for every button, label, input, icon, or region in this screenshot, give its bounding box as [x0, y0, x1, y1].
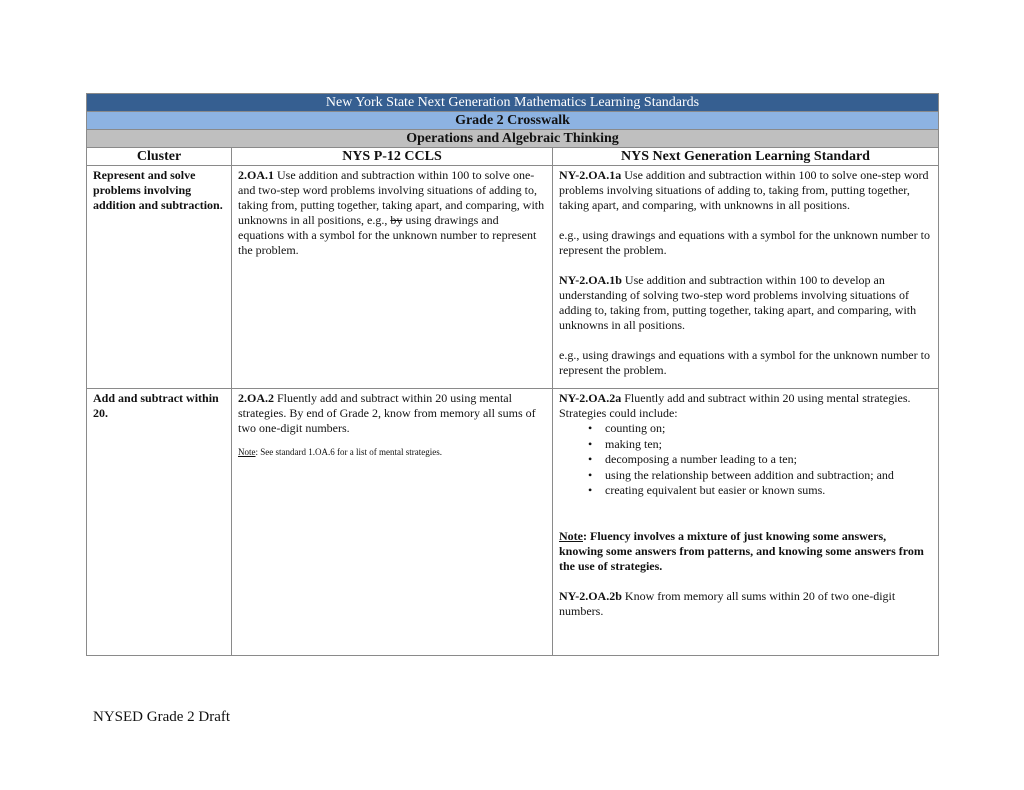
example-text: e.g., using drawings and equations with a symbol for the unknown number to represent the problem. — [559, 348, 930, 377]
strategy-text: making ten; — [605, 436, 662, 451]
note-paragraph — [238, 446, 546, 458]
example-text: e.g., using drawings and equations with a symbol for the unknown number to represent the problem. — [559, 228, 930, 257]
struck-text: by — [390, 213, 403, 227]
note-text: : See standard 1.OA.6 for a list of mental strategies. — [255, 447, 442, 457]
standard-paragraph — [559, 168, 932, 213]
nextgen-cell — [553, 389, 939, 656]
bullet-icon: • — [588, 483, 593, 497]
document-subtitle: Grade 2 Crosswalk — [87, 112, 939, 130]
standard-code: NY-2.OA.2a — [559, 391, 622, 405]
bullet-icon: • — [588, 452, 593, 466]
list-item — [588, 452, 932, 468]
column-header-cluster: Cluster — [87, 148, 232, 166]
nextgen-standards — [553, 166, 938, 384]
crosswalk-table — [86, 93, 939, 656]
strategy-text: using the relationship between addition and subtraction; and — [605, 467, 894, 482]
standard-paragraph — [238, 391, 546, 436]
ccls-standard — [232, 389, 552, 464]
example-paragraph — [559, 348, 932, 378]
standard-paragraph — [559, 273, 932, 333]
ccls-standard — [232, 166, 552, 264]
strategy-text: decomposing a number leading to a ten; — [605, 452, 797, 466]
bullet-icon: • — [588, 436, 593, 451]
ccls-cell — [232, 389, 553, 656]
column-header-row — [87, 148, 939, 166]
note-text: : Fluency involves a mixture of just knowing some answers, knowing some answers from patterns, and knowing some answers from the use of strategies. — [559, 528, 924, 573]
fluency-note — [559, 529, 932, 574]
nextgen-cell — [553, 166, 939, 389]
strategy-text: counting on; — [605, 421, 666, 435]
table-row — [87, 166, 939, 389]
standards-document — [86, 93, 938, 656]
note-label: Note — [559, 528, 583, 543]
subtitle-row — [87, 112, 939, 130]
cluster-cell — [87, 389, 232, 656]
page-footer: NYSED Grade 2 Draft — [93, 709, 231, 725]
note-label: Note — [238, 447, 256, 457]
list-item — [588, 483, 932, 499]
standard-text: Fluently add and subtract within 20 using mental strategies. By end of Grade 2, know from memory all sums of two one-digit numbers. — [238, 391, 536, 435]
cluster-text: Add and subtract within 20. — [93, 391, 219, 420]
strategy-list — [559, 421, 932, 499]
cluster-text: Represent and solve problems involving addition and subtraction. — [93, 168, 223, 212]
standard-text: Use addition and subtraction within 100 to solve one-step word problems involving situations of adding to, taking from, putting together, taking apart, and comparing, with unknowns in all positions. — [559, 168, 929, 212]
domain-heading: Operations and Algebraic Thinking — [87, 130, 939, 148]
standard-text-continued: using drawings and equations with a symbol for the unknown number to represent the problem. — [238, 213, 537, 257]
standard-code: 2.OA.2 — [238, 391, 274, 405]
column-header-nextgen: NYS Next Generation Learning Standard — [553, 148, 939, 166]
nextgen-standards — [553, 389, 938, 625]
ccls-cell — [232, 166, 553, 389]
list-item — [588, 421, 932, 437]
cluster-cell — [87, 166, 232, 389]
example-paragraph — [559, 228, 932, 258]
standard-text: Fluently add and subtract within 20 using mental strategies. Strategies could include: — [559, 391, 911, 420]
domain-row — [87, 130, 939, 148]
standard-code: NY-2.OA.1b — [559, 273, 622, 287]
list-item — [588, 436, 932, 453]
column-header-ccls: NYS P-12 CCLS — [232, 148, 553, 166]
standard-paragraph — [559, 391, 932, 421]
standard-code: NY-2.OA.2b — [559, 588, 622, 603]
table-row — [87, 389, 939, 656]
standard-code: NY-2.OA.1a — [559, 168, 622, 182]
list-item — [588, 467, 932, 484]
standard-text: Know from memory all sums within 20 of two one-digit numbers. — [559, 588, 896, 618]
standard-text: Use addition and subtraction within 100 to develop an understanding of solving two-step word problems involving situations of adding to, taking from, putting together, taking apart, and comparing, with unknowns in all positions. — [559, 273, 917, 332]
bullet-icon: • — [588, 421, 593, 435]
standard-code: 2.OA.1 — [238, 168, 274, 182]
title-row — [87, 94, 939, 112]
standard-text: Use addition and subtraction within 100 to solve one- and two-step word problems involving situations of adding to, taking from, putting together, taking apart, and comparing, with unknowns in all positions, e.g., — [238, 168, 545, 227]
standard-paragraph — [559, 589, 932, 619]
strategy-text: creating equivalent but easier or known sums. — [605, 483, 826, 497]
bullet-icon: • — [588, 467, 593, 482]
document-title: New York State Next Generation Mathematics Learning Standards — [87, 94, 939, 112]
